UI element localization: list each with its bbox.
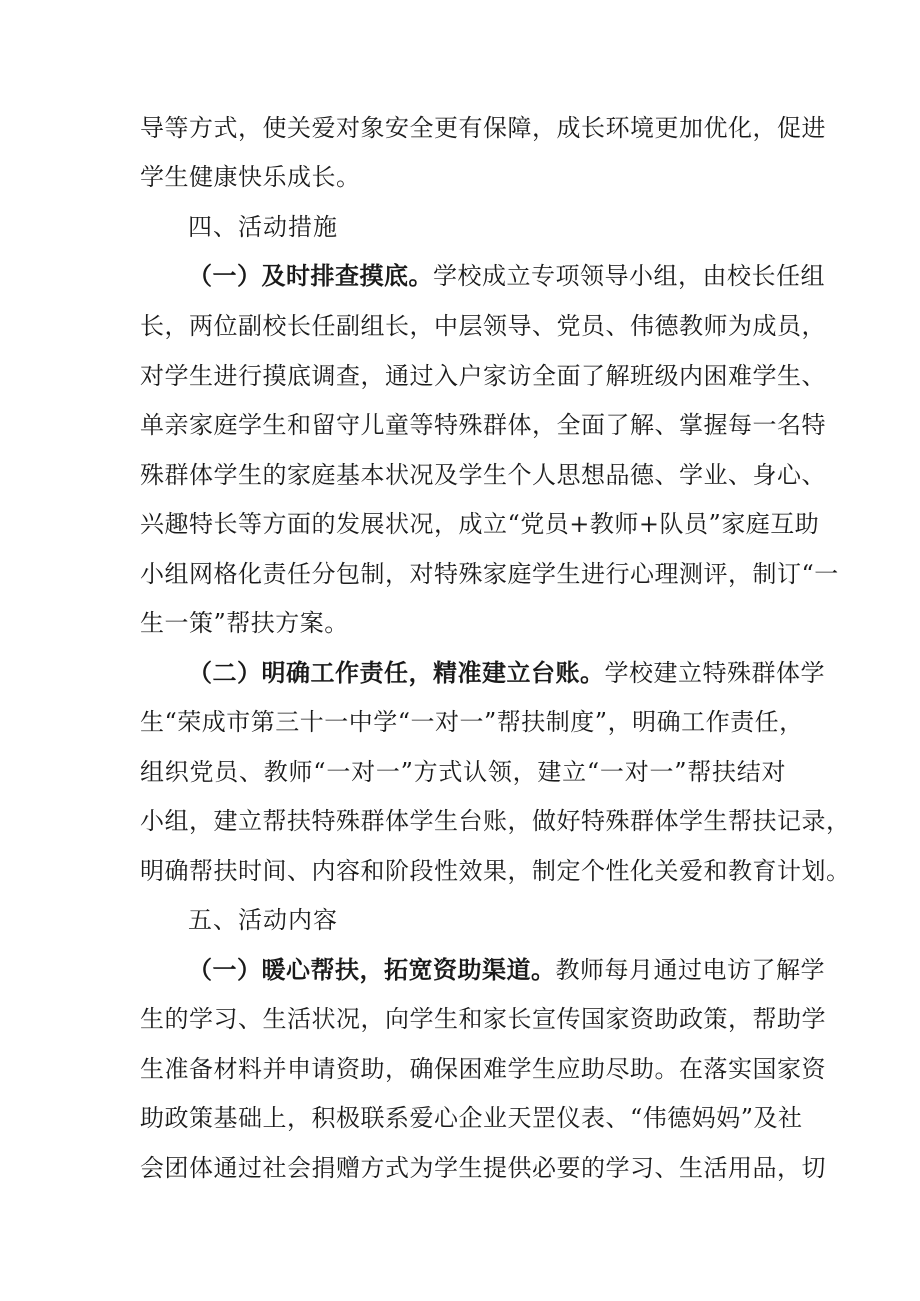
body-line — [140, 1102, 803, 1134]
body-line — [140, 310, 826, 342]
line-text: 明确帮扶时间、内容和阶段性效果，制定个性化关爱和教育计划。 — [140, 857, 851, 885]
line-text: 学校成立专项领导小组，由校长任组 — [433, 262, 825, 290]
paragraph-lead: （一）暖心帮扶，拓宽资助渠道。 — [188, 955, 556, 984]
paragraph-lead: （二）明确工作责任，精准建立台账。 — [188, 658, 605, 687]
body-line — [140, 161, 786, 193]
body-line — [140, 558, 839, 590]
heading-text: 四、活动措施 — [188, 213, 338, 241]
line-text: 组织党员、教师“一对一”方式认领，建立“一对一”帮扶结对 — [140, 758, 786, 786]
line-text: 小组，建立帮扶特殊群体学生台账，做好特殊群体学生帮扶记录， — [140, 807, 851, 835]
paragraph-first-line — [188, 954, 825, 986]
body-line — [140, 855, 851, 887]
body-line — [140, 112, 826, 144]
section-heading — [188, 211, 588, 243]
line-text: 生的学习、生活状况，向学生和家长宣传国家资助政策，帮助学 — [140, 1005, 826, 1033]
body-line — [140, 1003, 826, 1035]
body-line — [140, 1053, 826, 1085]
body-line — [140, 459, 826, 491]
line-text: 教师每月通过电访了解学 — [555, 956, 825, 984]
body-line — [140, 1152, 826, 1184]
line-text: 学校建立特殊群体学 — [604, 659, 825, 687]
line-text: 生一策”帮扶方案。 — [140, 609, 349, 637]
heading-text: 五、活动内容 — [188, 906, 338, 934]
body-line — [140, 409, 826, 441]
line-text: 导等方式，使关爱对象安全更有保障，成长环境更加优化，促进 — [140, 114, 826, 142]
line-text: 长，两位副校长任副组长，中层领导、党员、伟德教师为成员， — [140, 312, 826, 340]
body-line — [140, 706, 804, 738]
line-text: 殊群体学生的家庭基本状况及学生个人思想品德、学业、身心、 — [140, 461, 826, 489]
line-text: 学生健康快乐成长。 — [140, 163, 361, 191]
paragraph-first-line — [188, 260, 825, 292]
line-text: 会团体通过社会捐赠方式为学生提供必要的学习、生活用品，切 — [140, 1154, 826, 1182]
line-text: 助政策基础上，积极联系爱心企业天罡仪表、“伟德妈妈”及社 — [140, 1104, 803, 1132]
line-text: 生“荣成市第三十一中学“一对一”帮扶制度”，明确工作责任， — [140, 708, 804, 736]
body-line — [140, 360, 826, 392]
paragraph-lead: （一）及时排查摸底。 — [188, 261, 433, 290]
body-line — [140, 607, 786, 639]
paragraph-first-line — [188, 657, 825, 689]
line-text: 生准备材料并申请资助，确保困难学生应助尽助。在落实国家资 — [140, 1055, 826, 1083]
body-line — [140, 756, 786, 788]
body-line — [140, 805, 851, 837]
body-line — [140, 508, 820, 540]
line-text: 对学生进行摸底调查，通过入户家访全面了解班级内困难学生、 — [140, 362, 826, 390]
line-text: 兴趣特长等方面的发展状况，成立“党员+教师+队员”家庭互助 — [140, 510, 820, 538]
section-heading — [188, 904, 588, 936]
line-text: 小组网格化责任分包制，对特殊家庭学生进行心理测评，制订“一 — [140, 560, 839, 588]
line-text: 单亲家庭学生和留守儿童等特殊群体，全面了解、掌握每一名特 — [140, 411, 826, 439]
